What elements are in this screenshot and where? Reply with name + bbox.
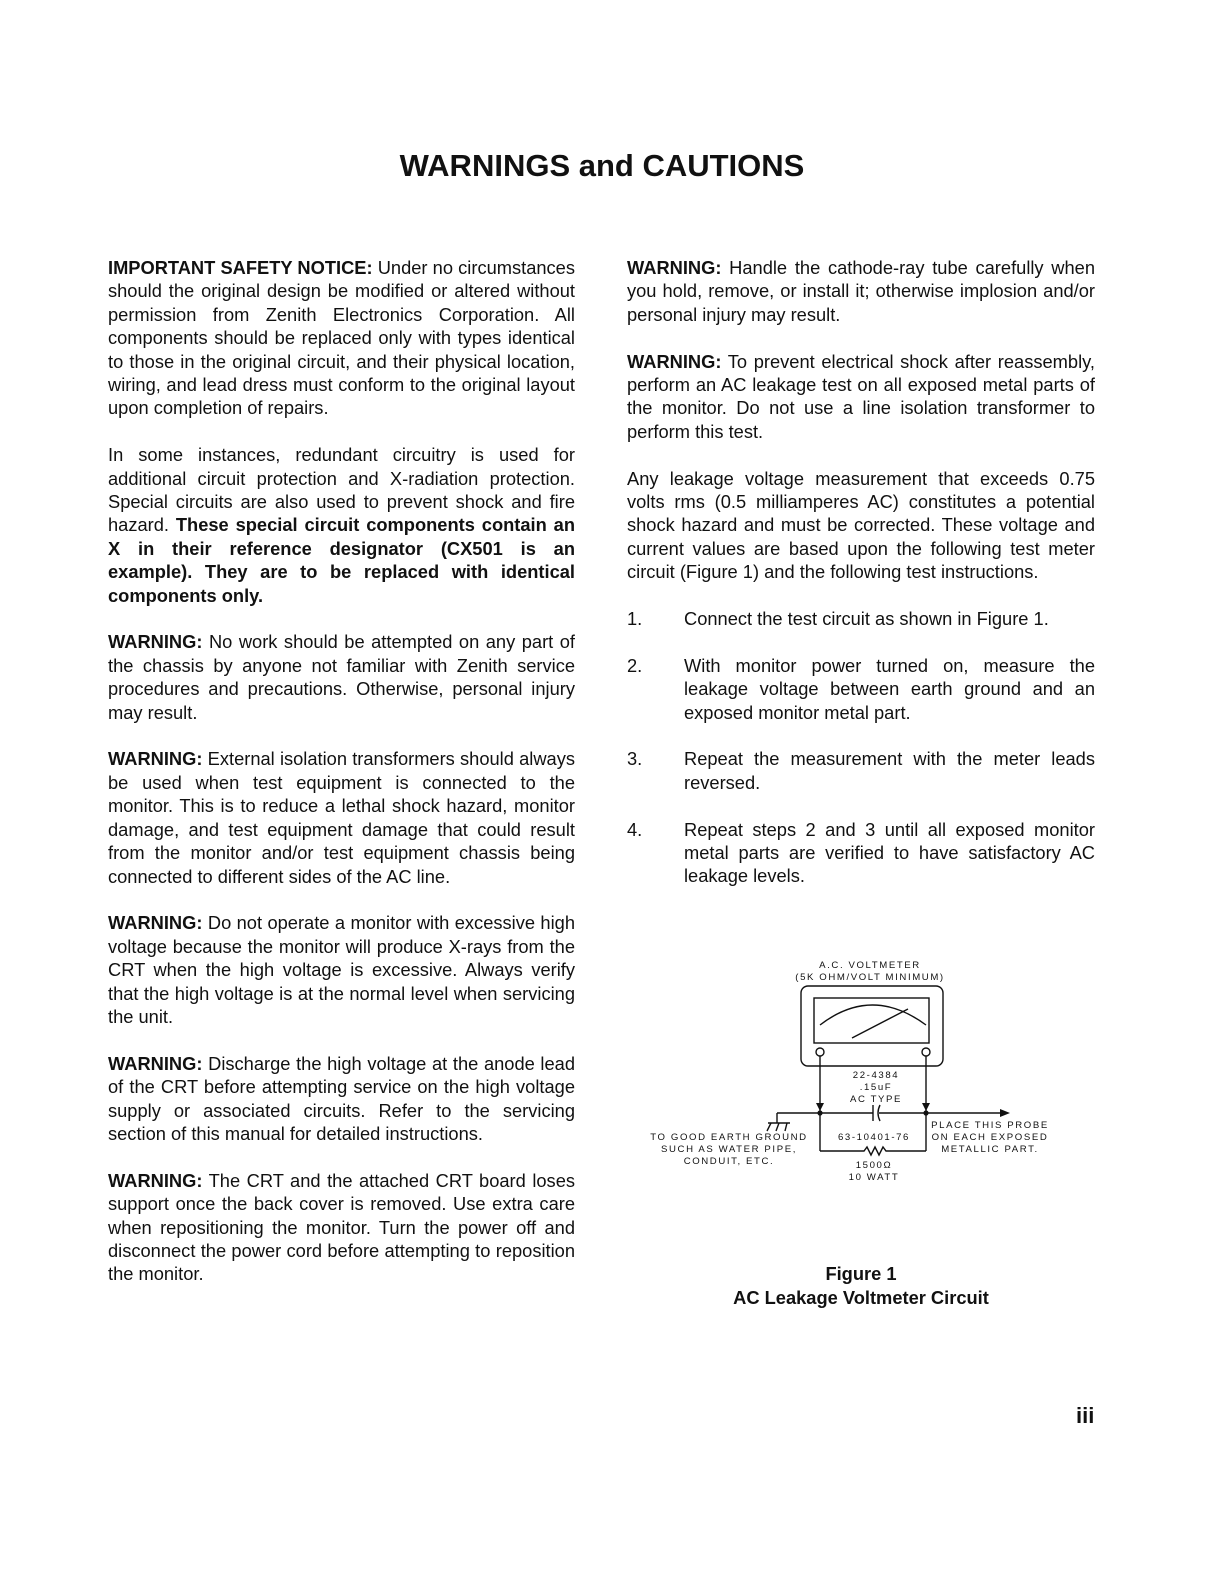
capacitor-type: AC TYPE (849, 1094, 903, 1105)
warning-text: No work should be attempted on any part of the chassis by anyone not familiar with Zenith service procedures and precautions. Otherwise, personal injury may result. (108, 631, 575, 723)
warning-chassis (108, 630, 575, 724)
step-3 (627, 747, 1095, 794)
warning-text: To prevent electrical shock after reassembly, perform an AC leakage test on all exposed metal parts of the monitor. Do not use a line isolation transformer to perform this test. (627, 350, 1095, 442)
paragraph-bold-text: These special circuit components contain an X in their reference designator (CX501 is an example). They are to be replaced with identical components only. (108, 514, 575, 606)
right-column (627, 256, 1095, 911)
page-number: iii (1076, 1403, 1095, 1428)
resistor-value: 1500Ω (855, 1160, 893, 1171)
resistor-part-number: 63-10401-76 (837, 1132, 911, 1143)
warning-text: Discharge the high voltage at the anode lead of the CRT before attempting service on the high voltage supply or associated circuits. Refer to the servicing section of this manual for detailed instructions. (108, 1052, 575, 1144)
capacitor-value: .15uF (859, 1082, 893, 1093)
step-text: Connect the test circuit as shown in Figure 1. (684, 608, 1049, 630)
warning-isolation-transformers (108, 747, 575, 887)
warning-text: External isolation transformers should always be used when test equipment is connected to the monitor. This is to reduce a lethal shock hazard, monitor damage, and test equipment damage that could result from the monitor and/or test equipment chassis being connected to different sides of the AC line. (108, 748, 575, 887)
figure-title: AC Leakage Voltmeter Circuit (733, 1287, 989, 1308)
resistor-wattage: 10 WATT (848, 1172, 900, 1183)
warning-high-voltage (108, 911, 575, 1028)
figure-number: Figure 1 (825, 1263, 897, 1284)
step-number: 2. (627, 654, 643, 676)
arrow-left-lead (816, 1103, 824, 1111)
warning-lead: WARNING: (627, 257, 722, 278)
arrow-right-lead (922, 1103, 930, 1111)
step-4 (627, 818, 1095, 888)
meter-label: A.C. VOLTMETER (819, 960, 921, 971)
step-number: 3. (627, 748, 643, 770)
step-text: With monitor power turned on, measure the leakage voltage between earth ground and an exposed monitor metal part. (684, 654, 1095, 723)
meter-rating: (5K OHM/VOLT MINIMUM) (795, 972, 945, 983)
resistor (820, 1147, 926, 1155)
probe-label: PLACE THIS PROBE (931, 1120, 1049, 1131)
probe-label: METALLIC PART. (941, 1144, 1039, 1155)
warning-discharge (108, 1052, 575, 1146)
warning-lead: WARNING: (108, 631, 203, 653)
step-2 (627, 654, 1095, 724)
warning-lead: WARNING: (108, 912, 203, 934)
leakage-paragraph: Any leakage voltage measurement that exceeds 0.75 volts rms (0.5 milliamperes AC) constitutes a potential shock hazard and must be corrected. These voltage and current values are based upon the following test meter circuit (Figure 1) and the following test instructions. (627, 467, 1095, 583)
figure-caption (627, 1262, 1095, 1310)
step-number: 4. (627, 818, 643, 840)
step-text: Repeat steps 2 and 3 until all exposed monitor metal parts are verified to have satisfactory AC leakage levels. (684, 818, 1095, 887)
meter-terminal-left (816, 1048, 824, 1056)
step-text: Repeat the measurement with the meter leads reversed. (684, 748, 1095, 793)
warning-lead: WARNING: (627, 350, 722, 372)
step-number: 1. (627, 608, 643, 630)
circuit-diagram (640, 955, 1060, 1215)
warning-lead: WARNING: (108, 1169, 203, 1191)
ground-label: SUCH AS WATER PIPE, (661, 1144, 797, 1155)
paragraph-text: In some instances, redundant circuitry is used for additional circuit protection and X-radiation protection. Special circuits are also used to prevent shock and fire hazard. (108, 444, 575, 536)
meter-needle (852, 1009, 908, 1038)
notice-lead: IMPORTANT SAFETY NOTICE: (108, 257, 373, 278)
redundant-circuitry-paragraph (108, 443, 575, 607)
warning-crt-handling (627, 256, 1095, 326)
meter-scale-arc (820, 1005, 926, 1025)
notice-text: Under no circumstances should the original design be modified or altered without permission from Zenith Electronics Corporation. All components should be replaced only with types identical to those in the original circuit, and their physical location, wiring, and lead dress must conform to the original layout upon completion of repairs. (108, 257, 575, 419)
probe-label: ON EACH EXPOSED (931, 1132, 1049, 1143)
page-title: WARNINGS and CAUTIONS (399, 148, 805, 183)
warning-text: The CRT and the attached CRT board loses support once the back cover is removed. Use extra care when repositioning the monitor. Turn the power off and disconnect the power cord before attempting to reposition the monitor. (108, 1169, 575, 1285)
ground-label: CONDUIT, ETC. (683, 1156, 775, 1167)
warning-text: Handle the cathode-ray tube carefully when you hold, remove, or install it; otherwise implosion and/or personal injury may result. (627, 257, 1095, 325)
meter-terminal-right (922, 1048, 930, 1056)
capacitor-part-number: 22-4384 (852, 1070, 900, 1081)
warning-crt-support (108, 1169, 575, 1286)
warning-text: Do not operate a monitor with excessive high voltage because the monitor will produce X-rays from the CRT when the high voltage is excessive. Always verify that the high voltage is at the normal level when servicing the unit. (108, 912, 575, 1027)
step-1 (627, 607, 1095, 630)
figure-1-circuit-diagram (640, 955, 1060, 1215)
safety-notice (108, 256, 575, 420)
probe-arrow-icon (1000, 1109, 1010, 1117)
warning-leakage-test (627, 350, 1095, 444)
left-column (108, 256, 575, 1309)
warning-lead: WARNING: (108, 1052, 203, 1074)
warning-lead: WARNING: (108, 748, 203, 770)
ground-label: TO GOOD EARTH GROUND (650, 1132, 808, 1143)
